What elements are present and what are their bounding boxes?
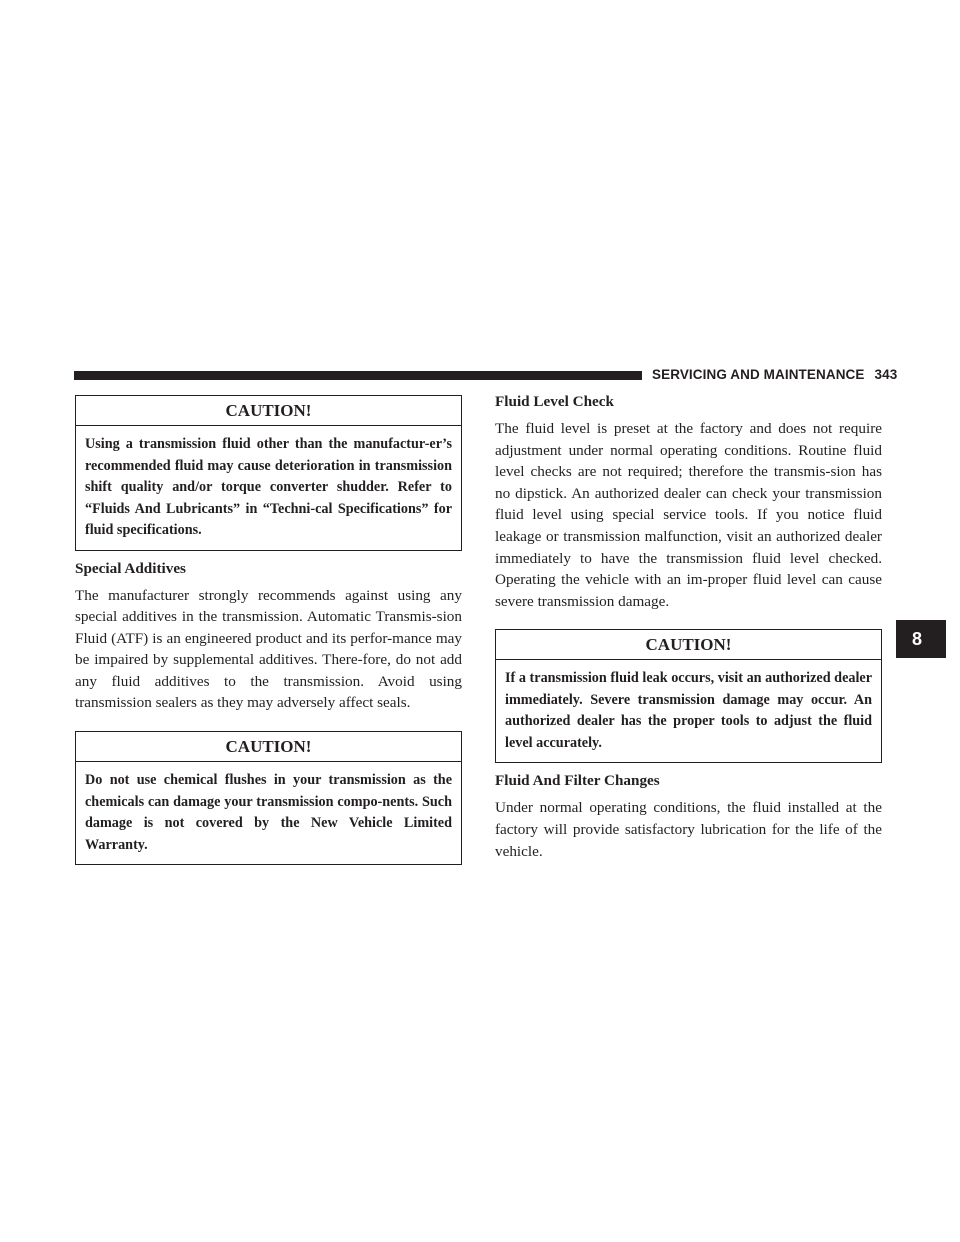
chapter-tab: 8: [896, 620, 946, 658]
paragraph-fluid-level: The fluid level is preset at the factory and does not require adjustment under normal operating conditions. Routine fluid level checks are not required; therefore the transmis-sion has no dipstick. An authorized dealer can check your transmission fluid level using special service tools. If you notice fluid leakage or transmission malfunction, visit an authorized dealer immediately to have the transmission fluid level checked. Operating the vehicle with an im-proper fluid level can cause severe transmission damage.: [495, 420, 882, 610]
caution-title: CAUTION!: [496, 630, 881, 660]
running-header: [652, 366, 898, 384]
left-column: [75, 395, 462, 865]
right-column: [495, 392, 882, 862]
caution-text: Using a transmission fluid other than the manufactur-er’s recommended fluid may cause deterioration in transmission shift quality and/or torque converter shudder. Refer to “Fluids And Lubricants” in “Techni-cal Specifications” for fluid specifications.: [85, 436, 452, 538]
caution-title: CAUTION!: [76, 396, 461, 426]
spacer: [495, 612, 882, 629]
caution-box: [75, 395, 462, 551]
caution-text: Do not use chemical flushes in your transmission as the chemicals can damage your transmission compo-nents. Such damage is not covered by the New Vehicle Limited Warranty.: [85, 772, 452, 853]
section-heading-fluid-filter: Fluid And Filter Changes: [495, 772, 660, 790]
caution-box: [495, 629, 882, 763]
section-title: SERVICING AND MAINTENANCE: [652, 367, 865, 382]
spacer: [75, 714, 462, 731]
page-number: 343: [874, 367, 898, 382]
section-heading-fluid-level: Fluid Level Check: [495, 393, 614, 410]
caution-box: [75, 731, 462, 865]
caution-title: CAUTION!: [76, 732, 461, 762]
section-heading-special-additives: Special Additives: [75, 559, 186, 577]
paragraph-fluid-filter: Under normal operating conditions, the fluid installed at the factory will provide satisfactory lubrication for the life of the vehicle.: [495, 799, 882, 860]
caution-text: If a transmission fluid leak occurs, visit an authorized dealer immediately. Severe transmission damage may occur. An authorized dealer has the proper tools to adjust the fluid level accurately.: [505, 670, 872, 751]
header-rule: [74, 371, 642, 380]
paragraph-special-additives: The manufacturer strongly recommends against using any special additives in the transmission. Automatic Transmis-sion Fluid (ATF) is an engineered product and its perfor-mance may be impaired by supplemental additives. There-fore, do not add any fluid additives to the transmission. Avoid using transmission sealers as they may adversely affect seals.: [75, 586, 462, 712]
